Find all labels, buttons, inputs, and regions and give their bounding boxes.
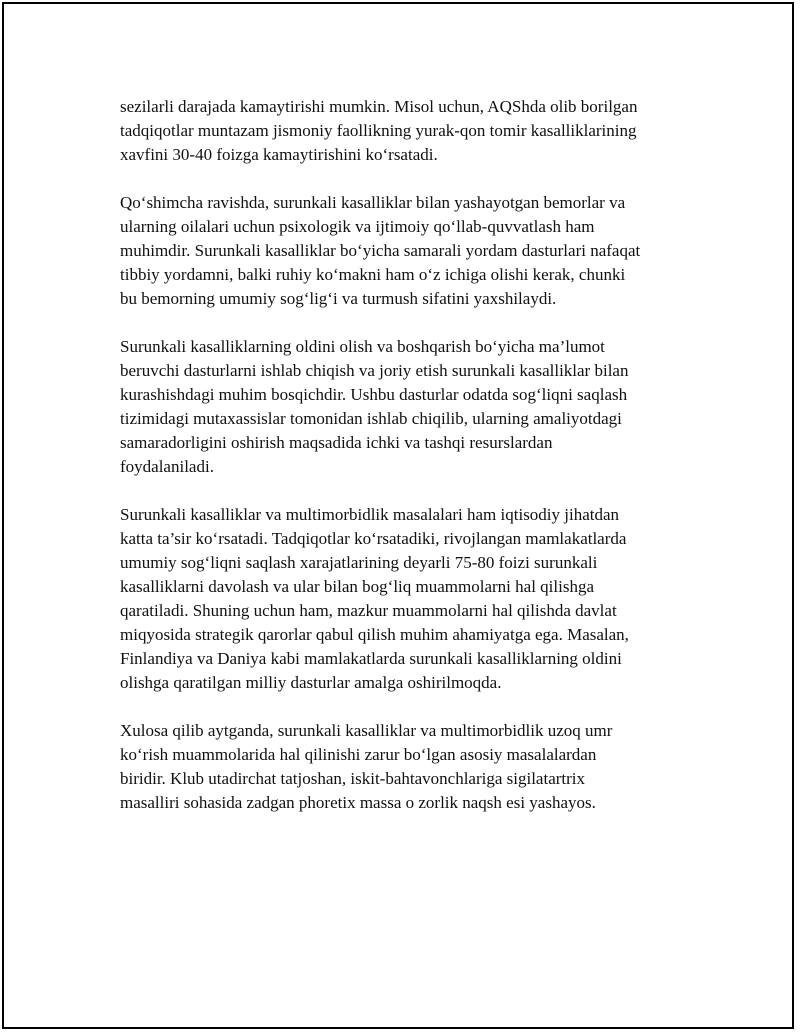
text-line: katta ta’sir ko‘rsatadi. Tadqiqotlar ko‘rsatadiki, rivojlangan mamlakatlarda bbox=[120, 529, 627, 548]
text-line: tadqiqotlar muntazam jismoniy faollikning yurak-qon tomir kasalliklarining bbox=[120, 121, 637, 140]
text-line: olishga qaratilgan milliy dasturlar amalga oshirilmoqda. bbox=[120, 673, 502, 692]
text-line: beruvchi dasturlarni ishlab chiqish va joriy etish surunkali kasalliklar bilan bbox=[120, 361, 629, 380]
text-line: muhimdir. Surunkali kasalliklar bo‘yicha samarali yordam dasturlari nafaqat bbox=[120, 241, 641, 260]
text-line: Surunkali kasalliklar va multimorbidlik masalalari ham iqtisodiy jihatdan bbox=[120, 505, 620, 524]
text-line: Finlandiya va Daniya kabi mamlakatlarda surunkali kasalliklarning oldini bbox=[120, 649, 622, 668]
text-line: ko‘rish muammolarida hal qilinishi zarur bo‘lgan asosiy masalalardan bbox=[120, 745, 597, 764]
page-frame bbox=[2, 2, 794, 1029]
text-line: samaradorligini oshirish maqsadida ichki va tashqi resurslardan bbox=[120, 433, 553, 452]
text-line: Surunkali kasalliklarning oldini olish va boshqarish bo‘yicha ma’lumot bbox=[120, 337, 605, 356]
document-body bbox=[120, 95, 700, 839]
text-line: qaratiladi. Shuning uchun ham, mazkur muammolarni hal qilishda davlat bbox=[120, 601, 617, 620]
text-line: sezilarli darajada kamaytirishi mumkin. Misol uchun, AQShda olib borilgan bbox=[120, 97, 638, 116]
text-line: kasalliklarni davolash va ular bilan bog‘liq muammolarni hal qilishga bbox=[120, 577, 594, 596]
paragraph-3 bbox=[120, 335, 700, 479]
paragraph-2 bbox=[120, 191, 700, 311]
text-line: kurashishdagi muhim bosqichdir. Ushbu dasturlar odatda sog‘liqni saqlash bbox=[120, 385, 628, 404]
text-line: Xulosa qilib aytganda, surunkali kasalliklar va multimorbidlik uzoq umr bbox=[120, 721, 613, 740]
paragraph-1 bbox=[120, 95, 700, 167]
text-line: umumiy sog‘liqni saqlash xarajatlarining deyarli 75-80 foizi surunkali bbox=[120, 553, 598, 572]
text-line: tibbiy yordamni, balki ruhiy ko‘makni ham o‘z ichiga olishi kerak, chunki bbox=[120, 265, 626, 284]
text-line: miqyosida strategik qarorlar qabul qilish muhim ahamiyatga ega. Masalan, bbox=[120, 625, 629, 644]
paragraph-4 bbox=[120, 503, 700, 695]
text-line: masalliri sohasida zadgan phoretix massa o zorlik naqsh esi yashayos. bbox=[120, 793, 596, 812]
text-line: tizimidagi mutaxassislar tomonidan ishlab chiqilib, ularning amaliyotdagi bbox=[120, 409, 622, 428]
text-line: Qo‘shimcha ravishda, surunkali kasalliklar bilan yashayotgan bemorlar va bbox=[120, 193, 626, 212]
paragraph-5 bbox=[120, 719, 700, 815]
text-line: biridir. Klub utadirchat tatjoshan, iskit-bahtavonchlariga sigilatartrix bbox=[120, 769, 586, 788]
text-line: xavfini 30-40 foizga kamaytirishini ko‘rsatadi. bbox=[120, 145, 438, 164]
text-line: bu bemorning umumiy sog‘lig‘i va turmush sifatini yaxshilaydi. bbox=[120, 289, 557, 308]
text-line: foydalaniladi. bbox=[120, 457, 214, 476]
text-line: ularning oilalari uchun psixologik va ijtimoiy qo‘llab-quvvatlash ham bbox=[120, 217, 595, 236]
